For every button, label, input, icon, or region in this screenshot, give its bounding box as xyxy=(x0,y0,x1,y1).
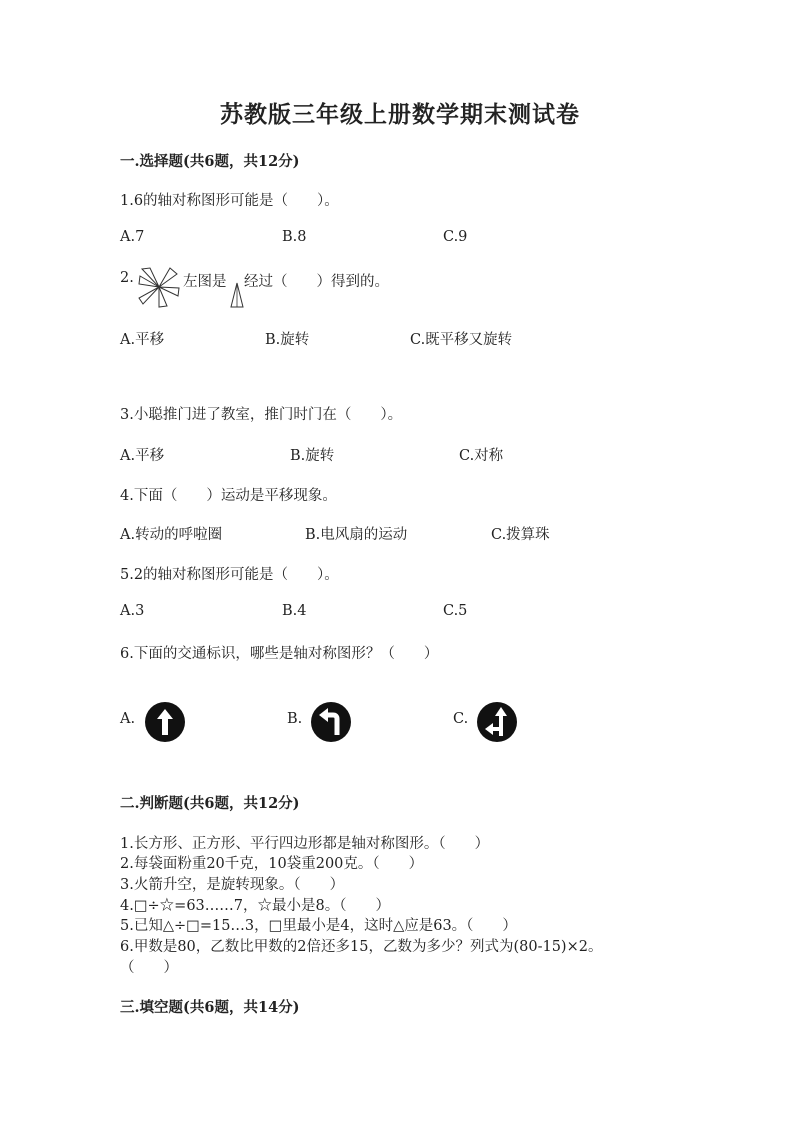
question-3: 3.小聪推门进了教室，推门时门在（ ）。 xyxy=(120,407,403,423)
q4-option-b: B.电风扇的运动 xyxy=(305,527,408,543)
q6-option-c: C. xyxy=(453,711,469,727)
tf-item-6: 6.甲数是80，乙数比甲数的2倍还多15，乙数为多少？列式为(80-15)×2。 xyxy=(120,939,603,955)
q3-option-b: B.旋转 xyxy=(290,448,335,464)
q5-option-c: C.5 xyxy=(443,603,468,619)
straight-or-left-sign-icon xyxy=(476,701,518,743)
q1-option-b: B.8 xyxy=(282,229,307,245)
section-heading-fill-blank: 三.填空题(共6题，共14分) xyxy=(120,999,300,1016)
section-heading-judgement: 二.判断题(共6题，共12分) xyxy=(120,795,300,812)
question-2-text-before: 左图是 xyxy=(183,274,227,290)
q2-option-b: B.旋转 xyxy=(265,332,310,348)
tf-item-3: 3.火箭升空，是旋转现象。（ ） xyxy=(120,877,345,893)
q1-option-a: A.7 xyxy=(120,229,145,245)
q6-option-a: A. xyxy=(120,711,136,727)
left-turn-sign-icon xyxy=(310,701,352,743)
pinwheel-figure-icon xyxy=(137,266,181,308)
question-1: 1.6的轴对称图形可能是（ ）。 xyxy=(120,193,339,209)
q3-option-a: A.平移 xyxy=(120,448,165,464)
question-5: 5.2的轴对称图形可能是（ ）。 xyxy=(120,567,339,583)
q6-option-b: B. xyxy=(287,711,303,727)
page-title: 苏教版三年级上册数学期末测试卷 xyxy=(220,101,580,128)
q2-option-a: A.平移 xyxy=(120,332,165,348)
tf-item-4: 4.□÷☆=63……7，☆最小是8。（ ） xyxy=(120,898,390,914)
q4-option-a: A.转动的呼啦圈 xyxy=(120,527,223,543)
q1-option-c: C.9 xyxy=(443,229,468,245)
single-blade-triangle-icon xyxy=(229,282,245,308)
question-4: 4.下面（ ）运动是平移现象。 xyxy=(120,488,337,504)
q5-option-a: A.3 xyxy=(120,603,145,619)
question-2-prefix: 2. xyxy=(120,270,134,286)
q4-option-c: C.拨算珠 xyxy=(491,527,550,543)
question-6: 6.下面的交通标识，哪些是轴对称图形？（ ） xyxy=(120,646,439,662)
tf-item-6-blank: （ ） xyxy=(120,960,178,976)
straight-arrow-sign-icon xyxy=(144,701,186,743)
q2-option-c: C.既平移又旋转 xyxy=(410,332,513,348)
question-2-text-after: 经过（ ）得到的。 xyxy=(244,274,389,290)
tf-item-2: 2.每袋面粉重20千克，10袋重200克。（ ） xyxy=(120,856,424,872)
tf-item-1: 1.长方形、正方形、平行四边形都是轴对称图形。（ ） xyxy=(120,836,490,852)
q5-option-b: B.4 xyxy=(282,603,307,619)
section-heading-choice: 一.选择题(共6题，共12分) xyxy=(120,153,300,170)
q3-option-c: C.对称 xyxy=(459,448,504,464)
tf-item-5: 5.已知△÷□=15…3，□里最小是4，这时△应是63。（ ） xyxy=(120,918,517,934)
